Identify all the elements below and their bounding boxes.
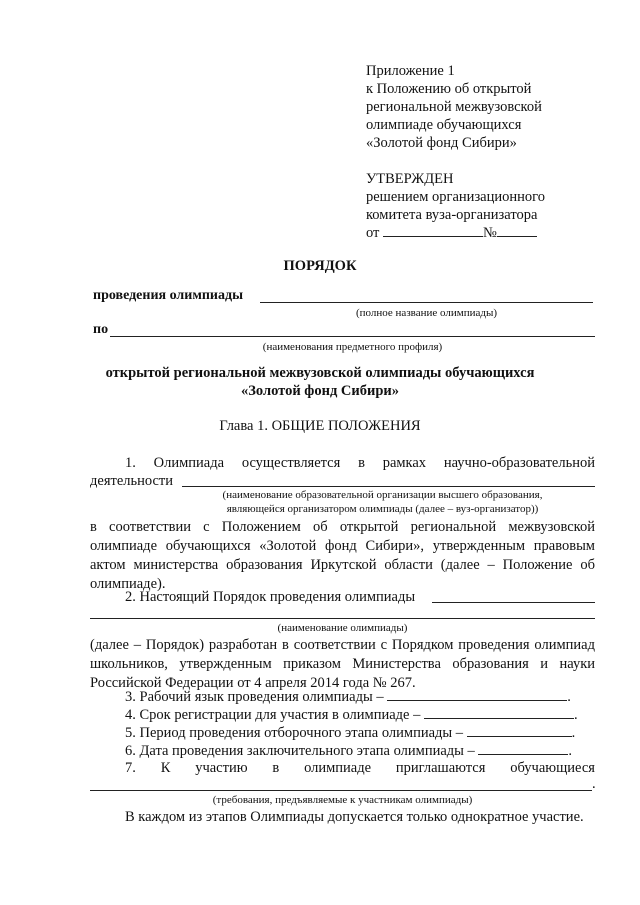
item4: 4. Срок регистрации для участия в олимпиаде – . (125, 707, 578, 723)
approved-title: УТВЕРЖДЕН (366, 171, 454, 187)
chapter-title: Глава 1. ОБЩИЕ ПОЛОЖЕНИЯ (219, 418, 421, 434)
item6: 6. Дата проведения заключительного этапа олимпиады – . (125, 743, 573, 759)
item3: 3. Рабочий язык проведения олимпиады – . (125, 689, 571, 705)
organization-caption: являющейся организатором олимпиады (далее – вуз-организатор)) (226, 503, 539, 515)
word: приглашаются (395, 760, 486, 776)
item4-blank (424, 706, 574, 719)
word: в (272, 760, 280, 776)
approved-block (366, 170, 545, 242)
item5-blank (467, 724, 572, 737)
profile-line (110, 336, 595, 337)
appendix-block (366, 62, 542, 152)
item2-name-line (90, 618, 595, 619)
appendix-line: региональной межвузовской (366, 99, 542, 115)
date-blank (383, 224, 483, 237)
by-label: по (93, 322, 109, 337)
appendix-line: к Положению об открытой (366, 81, 532, 97)
subtitle-line1: открытой региональной межвузовской олимпиады обучающихся (105, 365, 535, 381)
item2-caption: (наименование олимпиады) (277, 622, 408, 634)
word: Олимпиада (153, 455, 225, 471)
item7-first-line (125, 760, 595, 777)
conduct-label: проведения олимпиады (93, 288, 244, 303)
profile-caption: (наименования предметного профиля) (262, 341, 443, 353)
item7-caption: (требования, предъявляемые к участникам олимпиады) (212, 794, 473, 806)
item3-text: 3. Рабочий язык проведения олимпиады – (125, 689, 384, 705)
organization-line (182, 486, 595, 487)
olympiad-name-line (260, 302, 593, 303)
approved-line: решением организационного (366, 189, 545, 205)
item1-second-line (90, 473, 173, 490)
item7-period: . (592, 776, 596, 792)
item7-requirements-line (90, 790, 592, 791)
word: рамках (382, 455, 427, 471)
approved-date-prefix: от (366, 225, 380, 241)
word: К (160, 760, 171, 776)
item5-text: 5. Период проведения отборочного этапа олимпиады – (125, 725, 464, 741)
olympiad-name-caption: (полное название олимпиады) (356, 307, 497, 319)
word: обучающиеся (510, 760, 595, 776)
item3-blank (387, 688, 567, 701)
item1-body: в соответствии с Положением об открытой региональной межвузовской олимпиаде обучающихся «Золотой фонд Сибири», утвержденным правовым актом министерства образования Иркутской области (далее – Положение об олимпиаде). (90, 519, 595, 592)
word: научно-образовательной (443, 455, 595, 471)
item8-body: В каждом из этапов Олимпиады допускается только однократное участие. (125, 809, 584, 825)
activity-label: деятельности (90, 473, 174, 489)
approved-line: комитета вуза-организатора (366, 207, 538, 223)
number-blank (497, 224, 537, 237)
subtitle-line2: «Золотой фонд Сибири» (240, 383, 399, 399)
appendix-line: Приложение 1 (366, 63, 455, 79)
item2-body: (далее – Порядок) разработан в соответствии с Порядком проведения олимпиад школьников, утвержденным приказом Министерства образования и науки Российской Федерации от 4 апреля 2014 года № 267. (90, 637, 595, 691)
document-title: ПОРЯДОК (283, 258, 357, 274)
word: осуществляется (241, 455, 341, 471)
word: в (358, 455, 365, 471)
item5: 5. Период проведения отборочного этапа олимпиады – . (125, 725, 576, 741)
organization-caption: (наименование образовательной организации высшего образования, (222, 489, 543, 501)
word: 7. (125, 760, 136, 776)
item4-text: 4. Срок регистрации для участия в олимпиаде – (125, 707, 421, 723)
item2-first-line (125, 589, 415, 606)
item2-text: 2. Настоящий Порядок проведения олимпиады (125, 589, 416, 605)
item6-blank (478, 742, 568, 755)
approved-number-sign: № (483, 225, 497, 241)
word: 1. (125, 455, 136, 471)
appendix-line: «Золотой фонд Сибири» (366, 135, 517, 151)
item2-inline-line (432, 602, 595, 603)
approved-date-line (366, 224, 545, 242)
item6-text: 6. Дата проведения заключительного этапа олимпиады – (125, 743, 475, 759)
word: участию (195, 760, 248, 776)
item1-first-line (125, 455, 595, 472)
word: олимпиаде (304, 760, 372, 776)
appendix-line: олимпиаде обучающихся (366, 117, 522, 133)
